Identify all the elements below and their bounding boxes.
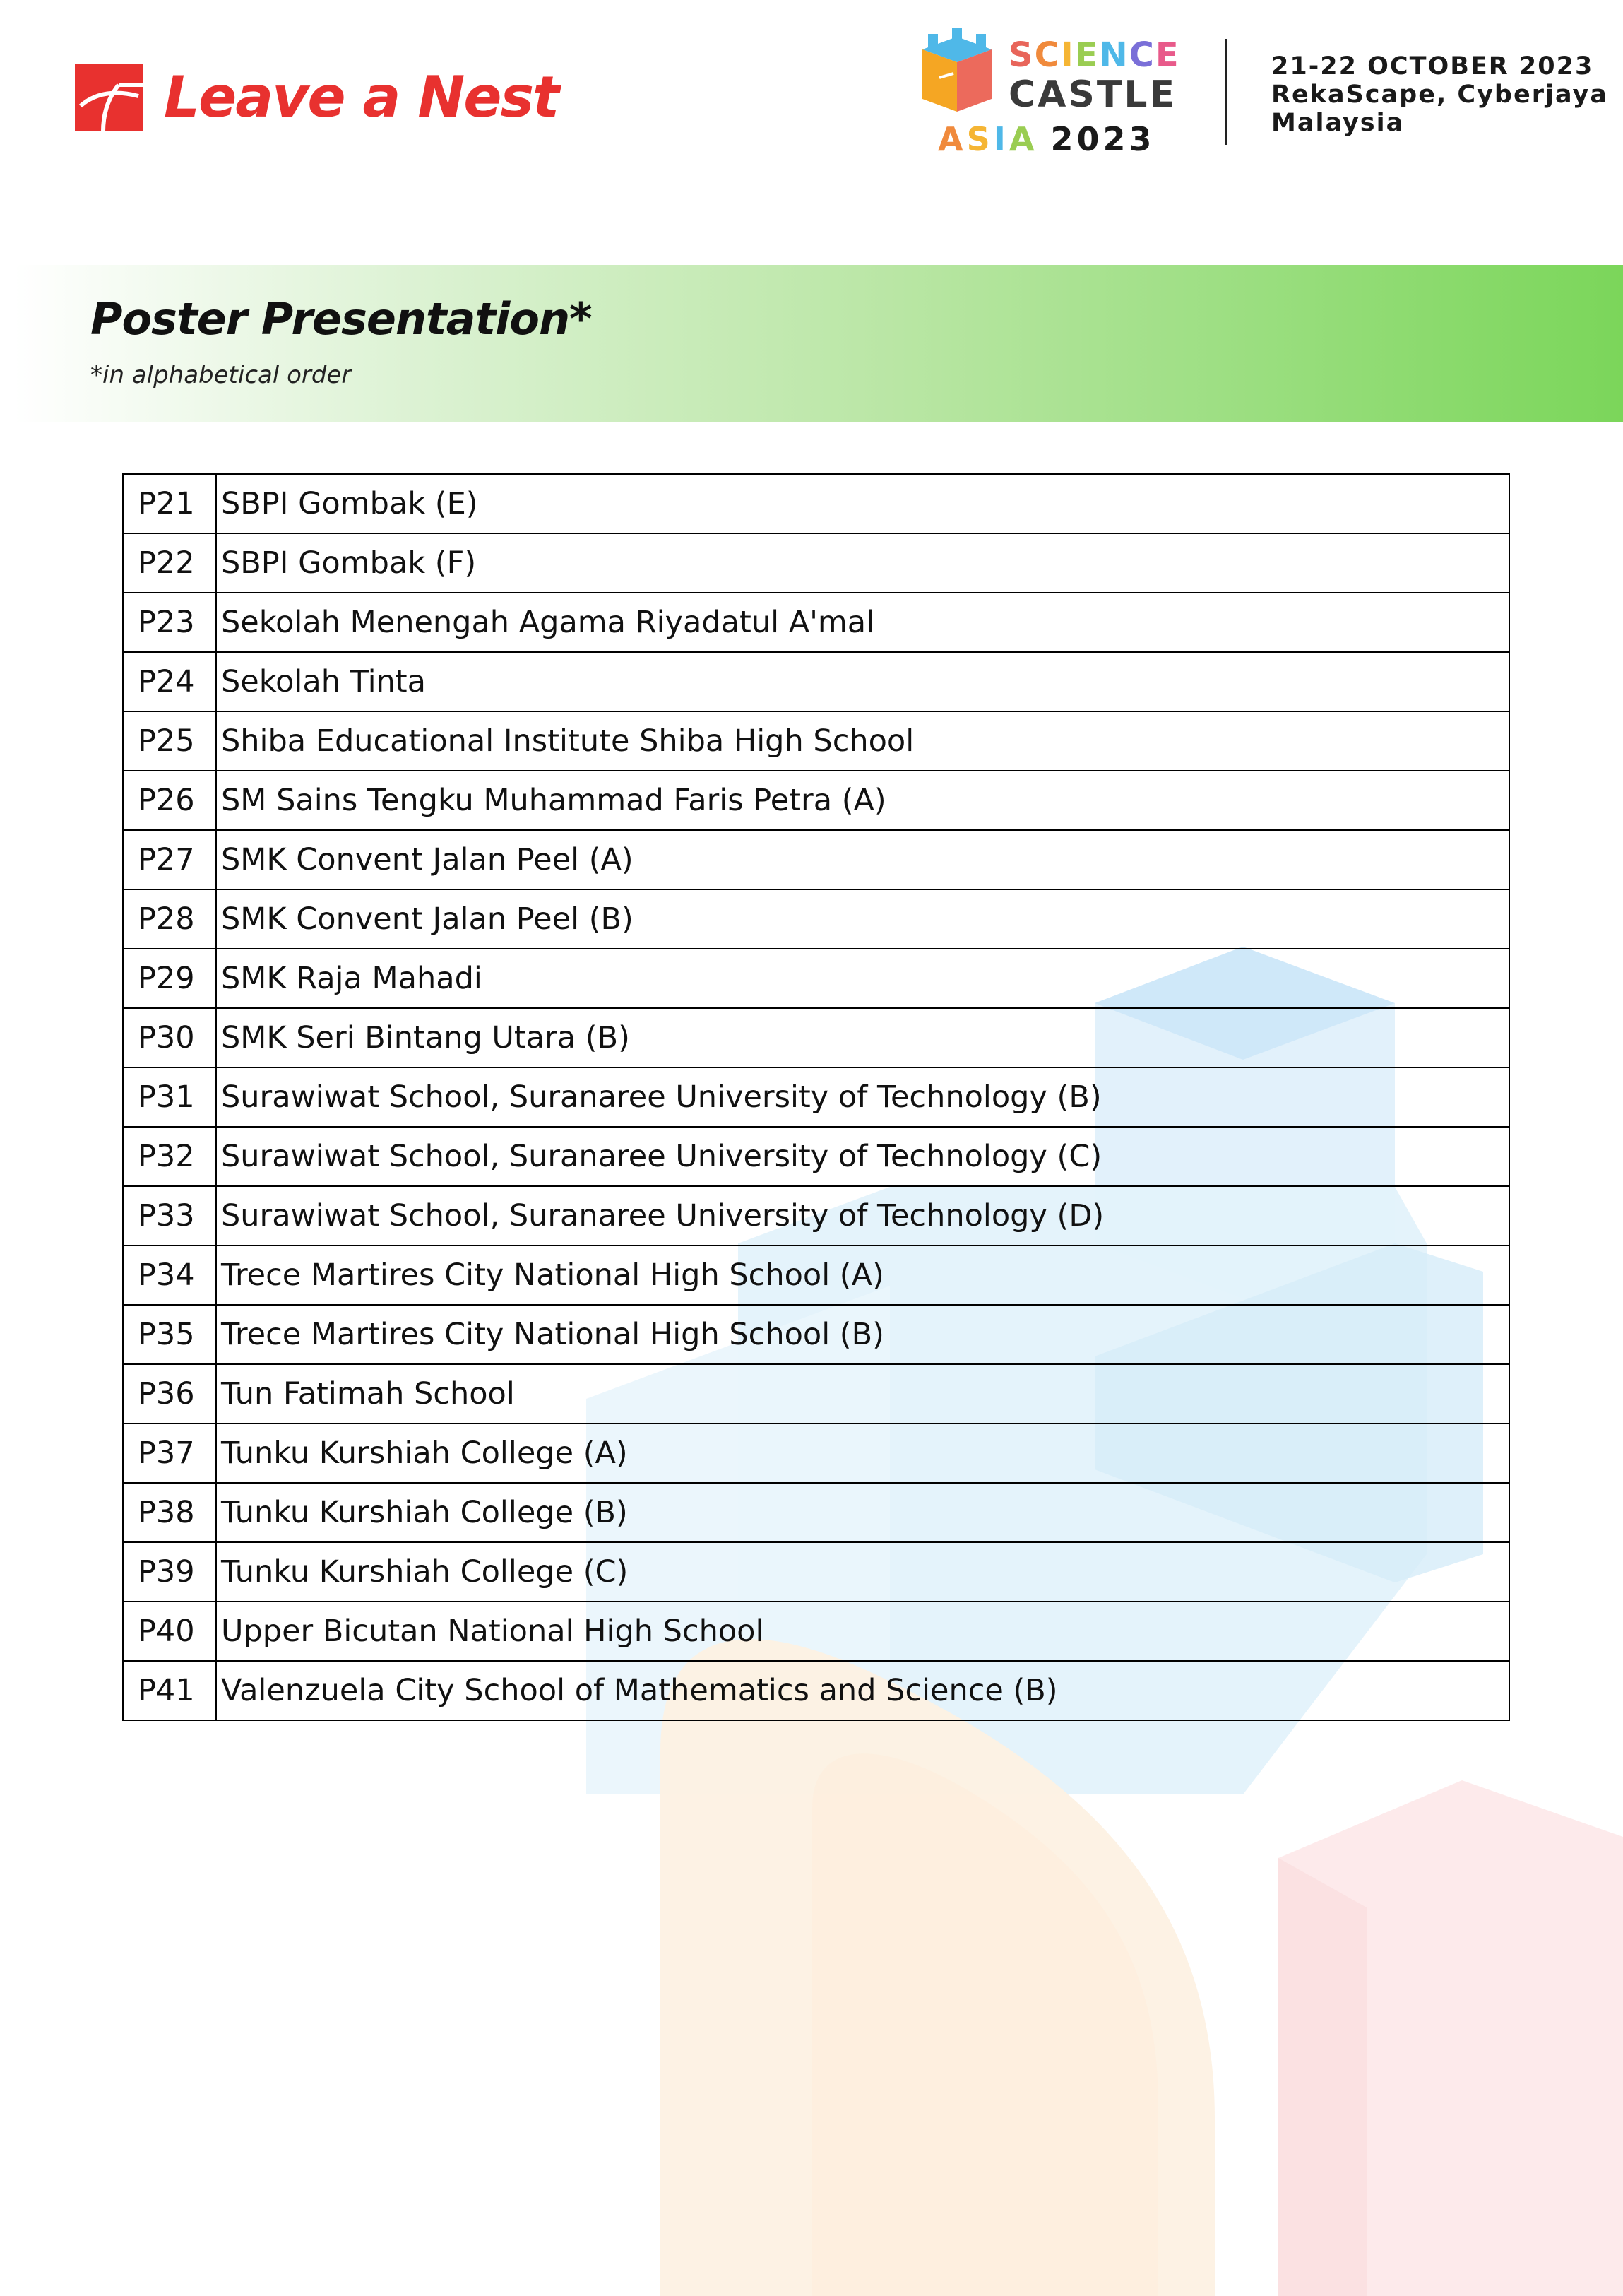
- table-row: [123, 1661, 1509, 1720]
- event-date: 21-22 OCTOBER 2023: [1271, 52, 1594, 81]
- science-castle-logo: [918, 28, 1187, 162]
- school-name: SM Sains Tengku Muhammad Faris Petra (A): [216, 771, 1509, 830]
- school-name: Sekolah Tinta: [216, 652, 1509, 711]
- school-name: Upper Bicutan National High School: [216, 1602, 1509, 1661]
- table-row: [123, 1424, 1509, 1483]
- table-row: [123, 830, 1509, 889]
- poster-code: P26: [123, 771, 216, 830]
- school-name: Trece Martires City National High School (B): [216, 1305, 1509, 1364]
- poster-code: P40: [123, 1602, 216, 1661]
- table-row: [123, 1602, 1509, 1661]
- school-name: SMK Convent Jalan Peel (A): [216, 830, 1509, 889]
- table-row: [123, 1186, 1509, 1245]
- school-name: Tunku Kurshiah College (A): [216, 1424, 1509, 1483]
- castle-cube-icon: [918, 28, 996, 120]
- poster-code: P39: [123, 1542, 216, 1602]
- school-name: Surawiwat School, Suranaree University of Technology (C): [216, 1127, 1509, 1186]
- logo-letter: I: [1060, 35, 1075, 75]
- logo-letter: C: [1129, 35, 1155, 75]
- table-row: [123, 1483, 1509, 1542]
- poster-code: P21: [123, 474, 216, 533]
- poster-code: P24: [123, 652, 216, 711]
- table-row: [123, 474, 1509, 533]
- school-name: Tunku Kurshiah College (C): [216, 1542, 1509, 1602]
- logo-letter: S: [966, 120, 994, 158]
- logo-letter: C: [1034, 35, 1061, 75]
- poster-code: P30: [123, 1008, 216, 1067]
- logo-letter: A: [938, 120, 967, 158]
- header-divider: [1225, 39, 1227, 145]
- table-row: [123, 1542, 1509, 1602]
- poster-code: P29: [123, 949, 216, 1008]
- table-row: [123, 593, 1509, 652]
- event-venue: RekaScape, Cyberjaya: [1271, 81, 1608, 109]
- school-name: Shiba Educational Institute Shiba High School: [216, 711, 1509, 771]
- table-row: [123, 1127, 1509, 1186]
- poster-table-body: [123, 474, 1509, 1720]
- school-name: SMK Convent Jalan Peel (B): [216, 889, 1509, 949]
- poster-code: P31: [123, 1067, 216, 1127]
- poster-code: P27: [123, 830, 216, 889]
- table-row: [123, 652, 1509, 711]
- poster-code: P33: [123, 1186, 216, 1245]
- section-banner: [14, 265, 1623, 422]
- school-name: SBPI Gombak (F): [216, 533, 1509, 593]
- castle-wordmark: CASTLE: [1009, 73, 1177, 116]
- table-row: [123, 711, 1509, 771]
- table-row: [123, 1364, 1509, 1424]
- section-title: Poster Presentation*: [90, 293, 592, 345]
- logo-letter: S: [1009, 35, 1035, 75]
- logo-letter: A: [1009, 120, 1038, 158]
- poster-table: [122, 473, 1510, 1721]
- logo-letter: E: [1074, 35, 1100, 75]
- table-row: [123, 771, 1509, 830]
- table-row: [123, 889, 1509, 949]
- poster-code: P38: [123, 1483, 216, 1542]
- section-subtitle: *in alphabetical order: [90, 361, 352, 389]
- logo-letter: E: [1155, 35, 1180, 75]
- leave-a-nest-wordmark: Leave a Nest: [164, 64, 559, 130]
- table-row: [123, 1245, 1509, 1305]
- leave-a-nest-logo: [75, 64, 558, 131]
- event-info: [1271, 52, 1608, 137]
- school-name: SMK Raja Mahadi: [216, 949, 1509, 1008]
- school-name: Surawiwat School, Suranaree University of Technology (B): [216, 1067, 1509, 1127]
- school-name: Sekolah Menengah Agama Riyadatul A'mal: [216, 593, 1509, 652]
- leave-a-nest-mark-icon: [75, 64, 143, 131]
- logo-letter: N: [1099, 35, 1129, 75]
- poster-code: P34: [123, 1245, 216, 1305]
- school-name: Tunku Kurshiah College (B): [216, 1483, 1509, 1542]
- poster-code: P25: [123, 711, 216, 771]
- table-row: [123, 1305, 1509, 1364]
- school-name: Trece Martires City National High School (A): [216, 1245, 1509, 1305]
- poster-code: P36: [123, 1364, 216, 1424]
- school-name: SMK Seri Bintang Utara (B): [216, 1008, 1509, 1067]
- event-country: Malaysia: [1271, 109, 1405, 137]
- poster-code: P32: [123, 1127, 216, 1186]
- poster-code: P35: [123, 1305, 216, 1364]
- table-row: [123, 949, 1509, 1008]
- table-row: [123, 533, 1509, 593]
- logo-year: 2023: [1050, 120, 1155, 158]
- school-name: Tun Fatimah School: [216, 1364, 1509, 1424]
- table-row: [123, 1008, 1509, 1067]
- poster-code: P28: [123, 889, 216, 949]
- school-name: Surawiwat School, Suranaree University of Technology (D): [216, 1186, 1509, 1245]
- table-row: [123, 1067, 1509, 1127]
- school-name: Valenzuela City School of Mathematics and Science (B): [216, 1661, 1509, 1720]
- logo-letter: I: [993, 120, 1009, 158]
- poster-code: P41: [123, 1661, 216, 1720]
- school-name: SBPI Gombak (E): [216, 474, 1509, 533]
- page-header: [0, 0, 1623, 184]
- science-wordmark: [1009, 35, 1180, 75]
- asia-year-wordmark: [938, 120, 1155, 158]
- poster-code: P22: [123, 533, 216, 593]
- poster-code: P23: [123, 593, 216, 652]
- poster-code: P37: [123, 1424, 216, 1483]
